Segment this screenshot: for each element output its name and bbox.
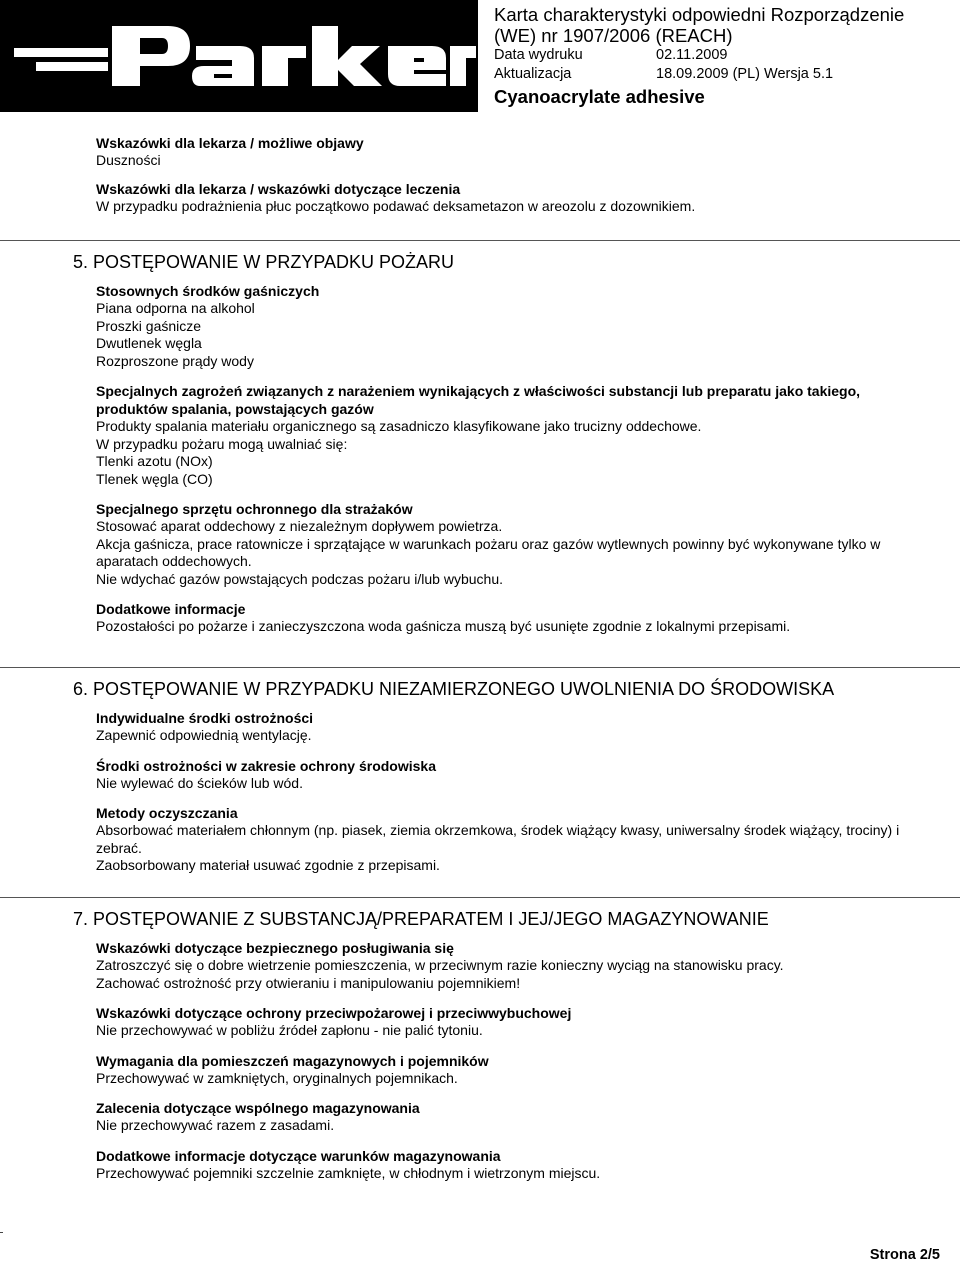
parker-logo-icon — [0, 0, 478, 112]
section-6-body — [96, 709, 916, 875]
treatment-heading: Wskazówki dla lekarza / wskazówki dotyczące leczenia — [96, 180, 461, 197]
special-hazards-line: Tlenek węgla (CO) — [96, 470, 213, 487]
section-5-body — [96, 282, 916, 636]
update-value: 18.09.2009 (PL) Wersja 5.1 — [656, 66, 834, 82]
header-title-line1: Karta charakterystyki odpowiedni Rozporządzenie — [494, 4, 905, 25]
extinguishing-media-item: Piana odporna na alkohol — [96, 300, 255, 316]
intro-block — [96, 134, 946, 215]
joint-storage-text: Nie przechowywać razem z zasadami. — [96, 1117, 335, 1133]
cleanup-methods-line: Zaobsorbowany materiał usuwać zgodnie z przepisami. — [96, 857, 440, 873]
fire-protection-heading: Wskazówki dotyczące ochrony przeciwpożarowej i przeciwwybuchowej — [96, 1005, 572, 1021]
parker-logo — [0, 0, 478, 112]
special-hazards-line: Tlenki azotu (NOx) — [96, 453, 213, 469]
personal-precautions-text: Zapewnić odpowiednią wentylację. — [96, 727, 312, 743]
environmental-precautions-text: Nie wylewać do ścieków lub wód. — [96, 774, 303, 791]
extinguishing-media-item: Dwutlenek węgla — [96, 335, 202, 351]
symptoms-text: Duszności — [96, 152, 161, 168]
special-hazards-line: W przypadku pożaru mogą uwalniać się: — [96, 435, 348, 452]
additional-info-text: Pozostałości po pożarze i zanieczyszczona woda gaśnicza muszą być usunięte zgodnie z lokalnymi przepisami. — [96, 618, 791, 634]
storage-rooms-heading: Wymagania dla pomieszczeń magazynowych i pojemników — [96, 1052, 489, 1069]
section-7-body — [96, 939, 916, 1182]
safe-handling-line: Zatroszczyć się o dobre wietrzenie pomieszczenia, w przeciwnym razie konieczny wyciąg na stanowisku pracy. — [96, 957, 784, 973]
storage-conditions-heading: Dodatkowe informacje dotyczące warunków magazynowania — [96, 1147, 501, 1164]
protective-equipment-line: Akcja gaśnicza, prace ratownicze i sprzątające w warunkach pożaru oraz gazów wytlewnych powinny być wykonywane tylko w aparatach oddechowych. — [96, 535, 881, 569]
margin-tick — [0, 1232, 3, 1233]
protective-equipment-line: Nie wdychać gazów powstających podczas pożaru i/lub wybuchu. — [96, 570, 503, 587]
section-5-title: 5. POSTĘPOWANIE W PRZYPADKU POŻARU — [73, 252, 455, 272]
section-6-title: 6. POSTĘPOWANIE W PRZYPADKU NIEZAMIERZONEGO UWOLNIENIA DO ŚRODOWISKA — [73, 679, 835, 699]
safe-handling-heading: Wskazówki dotyczące bezpiecznego posługiwania się — [96, 940, 454, 956]
product-name: Cyanoacrylate adhesive — [494, 86, 705, 107]
print-date-row — [494, 46, 956, 65]
update-label: Aktualizacja — [494, 66, 572, 82]
fire-protection-text: Nie przechowywać w pobliżu źródeł zapłonu - nie palić tytoniu. — [96, 1022, 483, 1038]
cleanup-methods-heading: Metody oczyszczania — [96, 805, 238, 821]
update-row — [494, 65, 956, 84]
section-7-title: 7. POSTĘPOWANIE Z SUBSTANCJĄ/PREPARATEM I JEJ/JEGO MAGAZYNOWANIE — [73, 909, 769, 929]
section-divider — [0, 240, 960, 241]
header-title-line2: (WE) nr 1907/2006 (REACH) — [494, 25, 733, 46]
special-hazards-heading: Specjalnych zagrożeń związanych z narażeniem wynikających z właściwości substancji lub preparatu jako takiego, produktów spalania, powstających gazów — [96, 383, 861, 417]
personal-precautions-heading: Indywidualne środki ostrożności — [96, 710, 314, 726]
storage-conditions-text: Przechowywać pojemniki szczelnie zamknięte, w chłodnym i wietrzonym miejscu. — [96, 1164, 601, 1181]
page-number: Strona 2/5 — [869, 1247, 940, 1263]
cleanup-methods-line: Absorbować materiałem chłonnym (np. piasek, ziemia okrzemkowa, środek wiążący kwasy, uniwersalny środek wiążący, trociny) i zebrać. — [96, 822, 900, 856]
print-date-label: Data wydruku — [494, 47, 583, 63]
symptoms-heading: Wskazówki dla lekarza / możliwe objawy — [96, 135, 364, 151]
additional-info-heading: Dodatkowe informacje — [96, 601, 246, 617]
special-hazards-line: Produkty spalania materiału organicznego są zasadniczo klasyfikowane jako trucizny oddechowe. — [96, 418, 702, 434]
environmental-precautions-heading: Środki ostrożności w zakresie ochrony środowiska — [96, 757, 436, 774]
storage-rooms-text: Przechowywać w zamkniętych, oryginalnych pojemnikach. — [96, 1069, 458, 1086]
joint-storage-heading: Zalecenia dotyczące wspólnego magazynowania — [96, 1100, 420, 1116]
print-date-value: 02.11.2009 — [656, 47, 728, 63]
extinguishing-media-item: Rozproszone prądy wody — [96, 352, 254, 369]
section-divider — [0, 897, 960, 898]
extinguishing-media-item: Proszki gaśnicze — [96, 317, 202, 334]
protective-equipment-heading: Specjalnego sprzętu ochronnego dla strażaków — [96, 501, 413, 517]
extinguishing-media-heading: Stosownych środków gaśniczych — [96, 283, 320, 299]
document-header — [494, 4, 956, 109]
section-divider — [0, 667, 960, 668]
safe-handling-line: Zachować ostrożność przy otwieraniu i manipulowaniu pojemnikiem! — [96, 974, 521, 991]
protective-equipment-line: Stosować aparat oddechowy z niezależnym dopływem powietrza. — [96, 518, 503, 534]
treatment-text: W przypadku podrażnienia płuc początkowo podawać deksametazon w areozolu z dozownikiem. — [96, 197, 696, 214]
